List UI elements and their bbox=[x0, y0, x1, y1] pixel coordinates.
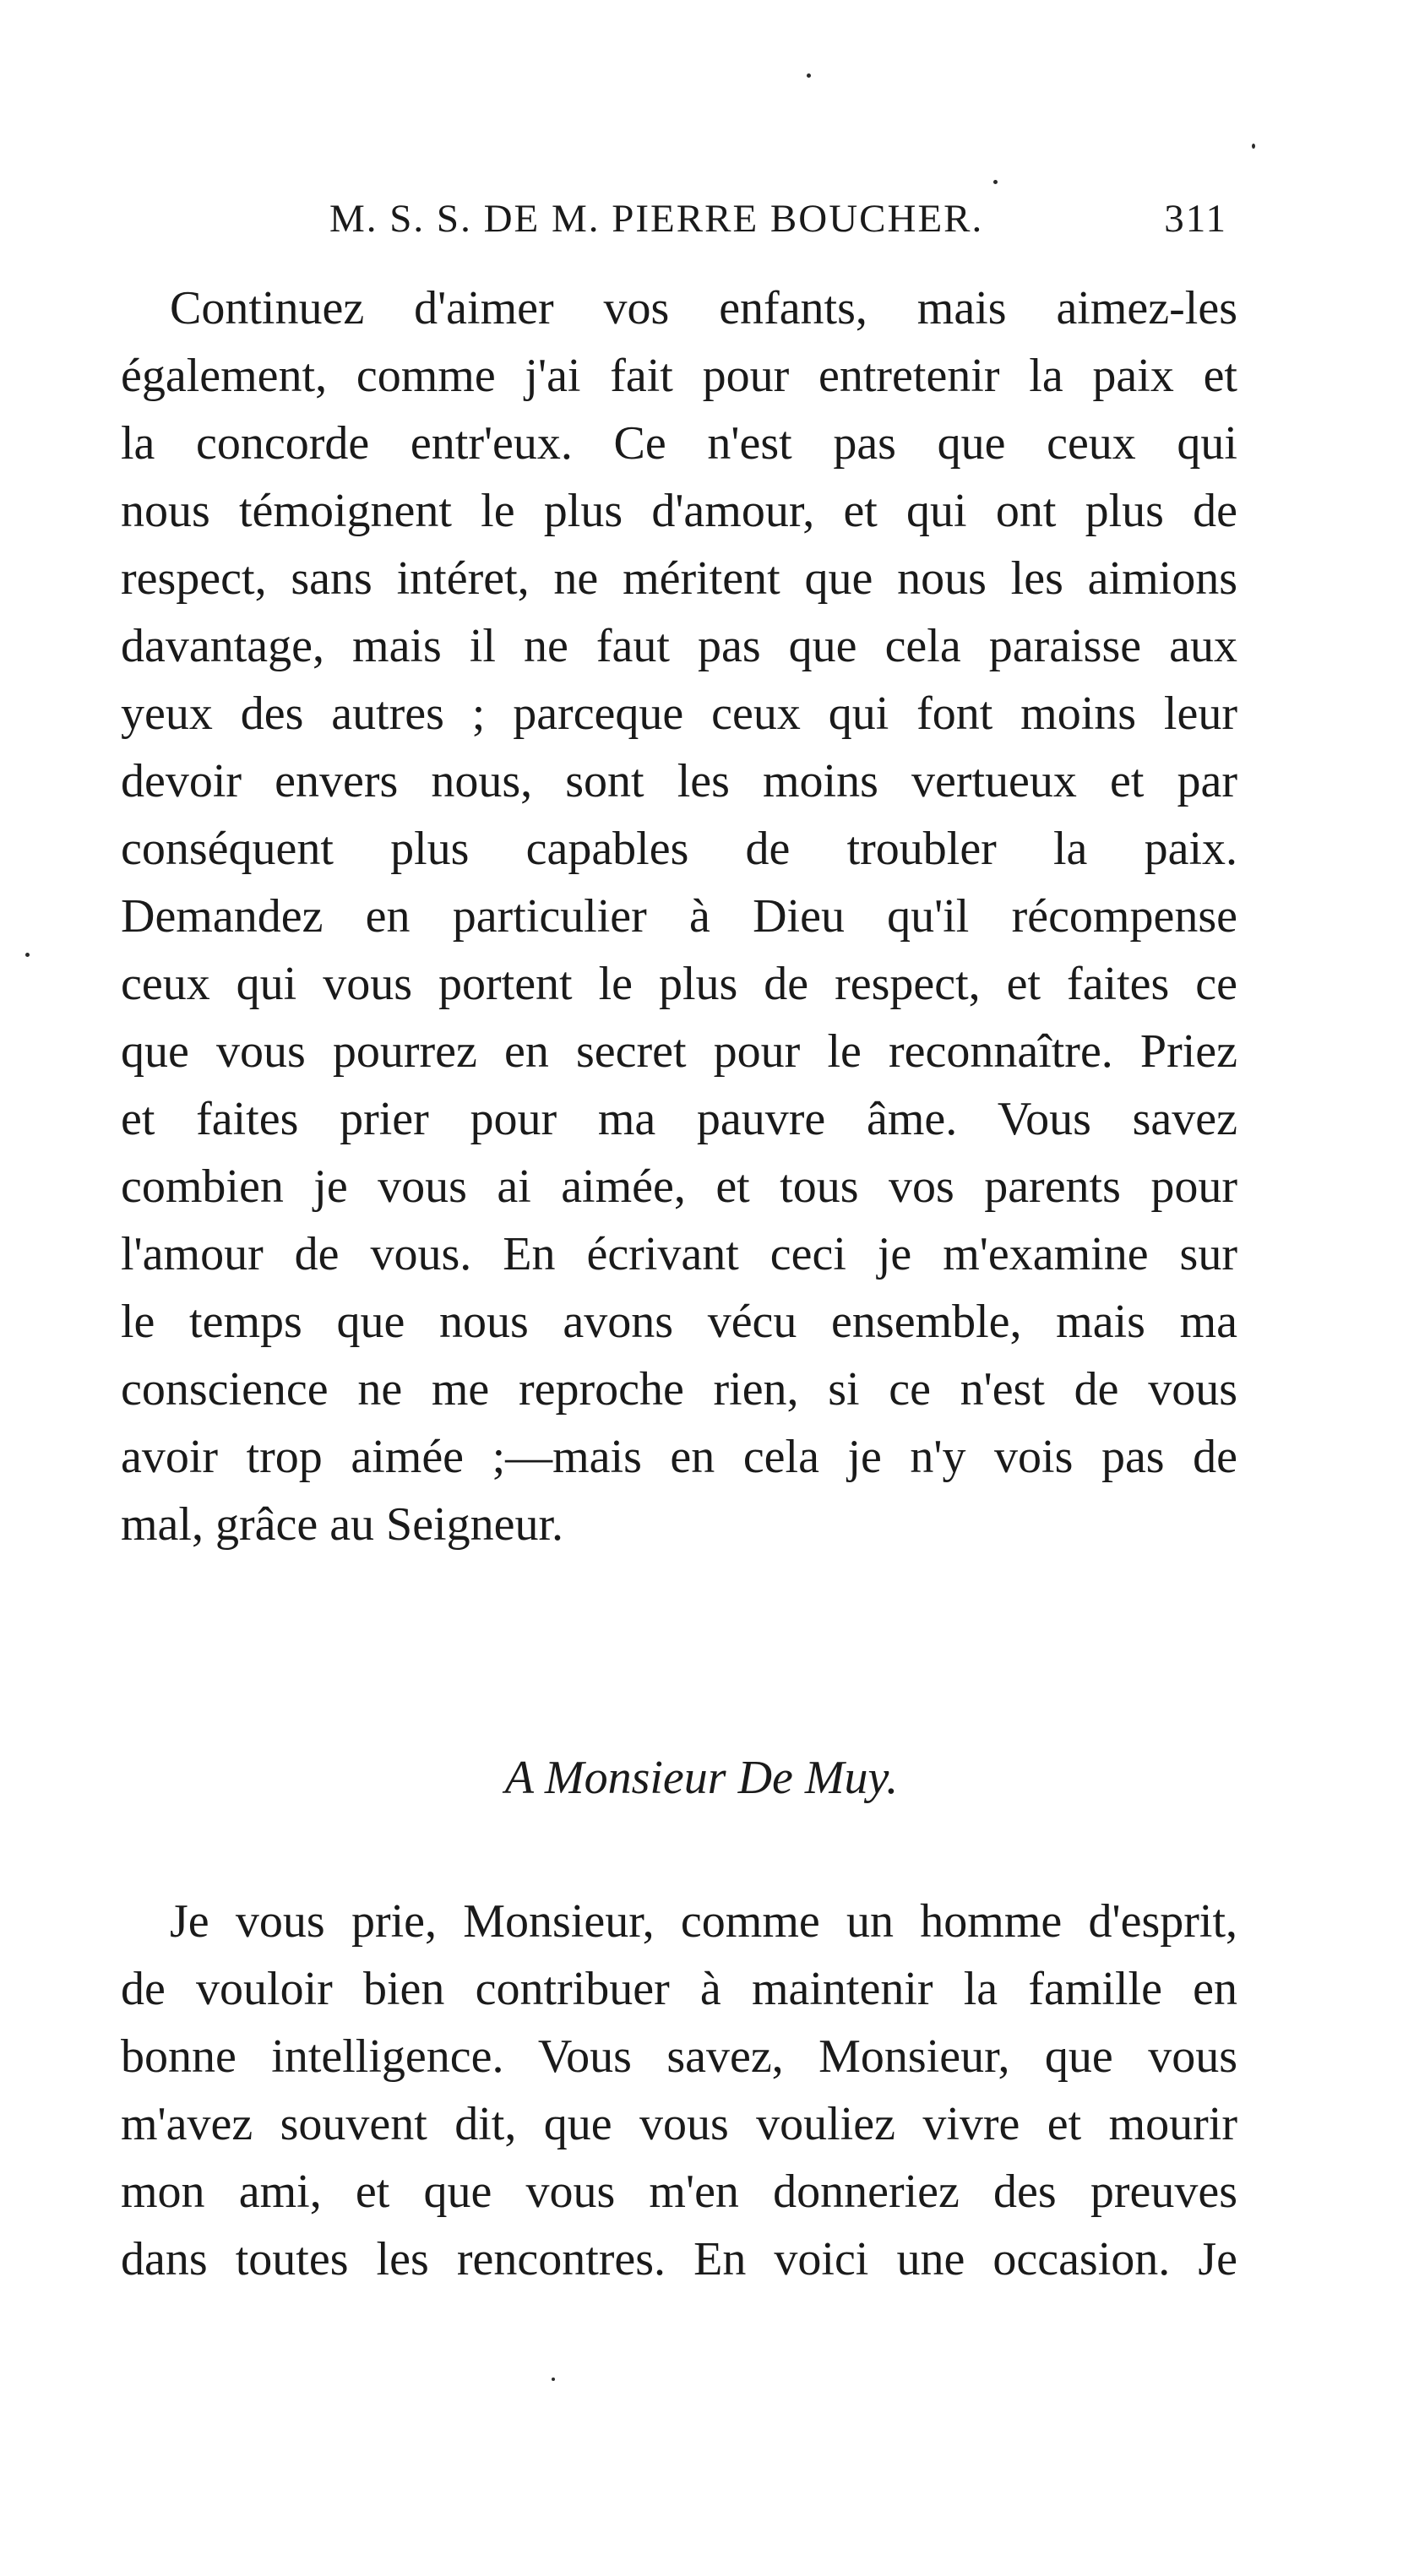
print-speck bbox=[807, 73, 811, 78]
running-head-title: M. S. S. DE M. PIERRE BOUCHER. bbox=[329, 197, 984, 241]
text-line: dans toutes les rencontres. En voici une occasion. Je bbox=[121, 2233, 1237, 2285]
text-line: conséquent plus capables de troubler la paix. bbox=[121, 823, 1237, 875]
text-line: avoir trop aimée ;—mais en cela je n'y vois pas de bbox=[121, 1431, 1237, 1483]
text-line: mal, grâce au Seigneur. bbox=[121, 1498, 564, 1551]
text-line: nous témoignent le plus d'amour, et qui ont plus de bbox=[121, 485, 1237, 537]
text-line: Demandez en particulier à Dieu qu'il récompense bbox=[121, 890, 1237, 943]
text-line: la concorde entr'eux. Ce n'est pas que ceux qui bbox=[121, 417, 1237, 470]
text-line: le temps que nous avons vécu ensemble, mais ma bbox=[121, 1296, 1237, 1348]
print-speck bbox=[25, 953, 30, 957]
text-line: ceux qui vous portent le plus de respect, et faites ce bbox=[121, 958, 1237, 1010]
section-heading: A Monsieur De Muy. bbox=[504, 1752, 899, 1804]
text-line: respect, sans intéret, ne méritent que nous les aimions bbox=[121, 552, 1237, 605]
print-speck bbox=[552, 2378, 555, 2381]
text-line: davantage, mais il ne faut pas que cela paraisse aux bbox=[121, 620, 1237, 672]
text-line: bonne intelligence. Vous savez, Monsieur, que vous bbox=[121, 2030, 1237, 2083]
text-line: combien je vous ai aimée, et tous vos parents pour bbox=[121, 1160, 1237, 1213]
text-line: yeux des autres ; parceque ceux qui font moins leur bbox=[121, 687, 1237, 740]
second-letter bbox=[121, 1888, 1237, 2293]
text-line: de vouloir bien contribuer à maintenir la famille en bbox=[121, 1963, 1237, 2015]
print-speck bbox=[1252, 144, 1255, 149]
text-line: m'avez souvent dit, que vous vouliez vivre et mourir bbox=[121, 2098, 1237, 2150]
text-line: devoir envers nous, sont les moins vertueux et par bbox=[121, 755, 1237, 807]
text-line: que vous pourrez en secret pour le reconnaître. Priez bbox=[121, 1025, 1237, 1078]
text-line: mon ami, et que vous m'en donneriez des preuves bbox=[121, 2166, 1237, 2218]
page-number: 311 bbox=[1164, 197, 1227, 241]
text-line: également, comme j'ai fait pour entretenir la paix et bbox=[121, 350, 1237, 402]
running-head bbox=[283, 196, 1227, 255]
print-speck bbox=[993, 180, 998, 184]
letter-body bbox=[121, 274, 1237, 1558]
text-line: et faites prier pour ma pauvre âme. Vous savez bbox=[121, 1093, 1237, 1145]
text-line: Je vous prie, Monsieur, comme un homme d'esprit, bbox=[170, 1895, 1237, 1948]
text-line: l'amour de vous. En écrivant ceci je m'examine sur bbox=[121, 1228, 1237, 1280]
text-line: conscience ne me reproche rien, si ce n'est de vous bbox=[121, 1363, 1237, 1416]
text-line: Continuez d'aimer vos enfants, mais aimez-les bbox=[170, 282, 1237, 334]
